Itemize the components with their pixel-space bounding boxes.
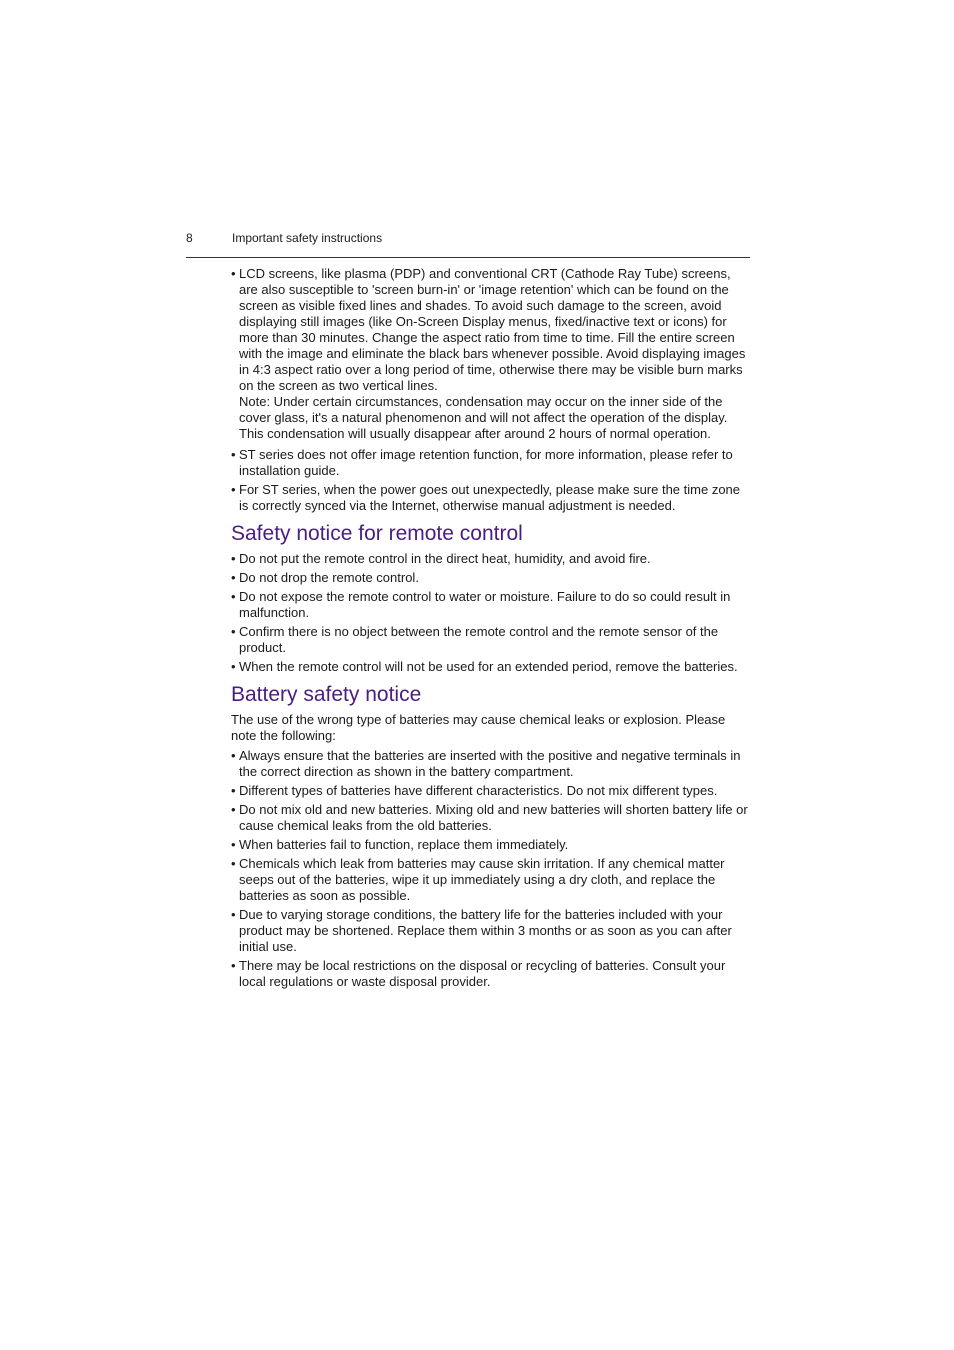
bullet-text: ST series does not offer image retention function, for more information, please refer to installation guide. (239, 447, 733, 478)
bullet-text: Do not put the remote control in the direct heat, humidity, and avoid fire. (239, 551, 651, 566)
list-item (231, 907, 748, 955)
list-item (231, 837, 748, 853)
bullet-text: Due to varying storage conditions, the battery life for the batteries included with your product may be shortened. Replace them within 3 months or as soon as you can after initial use. (239, 907, 732, 954)
list-item (231, 447, 748, 479)
condensation-note: Note: Under certain circumstances, condensation may occur on the inner side of the cover glass, it's a natural phenomenon and will not affect the operation of the display. This condensation will usually disappear after around 2 hours of normal operation. (239, 394, 728, 441)
header-divider (186, 257, 750, 258)
bullet-text: When the remote control will not be used for an extended period, remove the batteries. (239, 659, 738, 674)
bullet: • (231, 624, 236, 639)
list-item (231, 589, 748, 621)
bullet: • (231, 570, 236, 585)
bullet: • (231, 802, 236, 817)
remote-safety-list (231, 551, 748, 675)
bullet-text: Do not mix old and new batteries. Mixing old and new batteries will shorten battery life or cause chemical leaks from the old batteries. (239, 802, 748, 833)
battery-section-heading: Battery safety notice (231, 683, 422, 706)
bullet-text: Do not expose the remote control to water or moisture. Failure to do so could result in malfunction. (239, 589, 731, 620)
running-title: Important safety instructions (232, 231, 383, 245)
list-item (231, 551, 748, 567)
page-content (231, 266, 748, 993)
bullet-text: Confirm there is no object between the remote control and the remote sensor of the product. (239, 624, 719, 655)
bullet-text: LCD screens, like plasma (PDP) and conventional CRT (Cathode Ray Tube) screens, are also susceptible to 'screen burn-in' or 'image retention' which can be found on the screen as visible fixed lines and shades. To avoid such damage to the screen, avoid displaying still images (like On-Screen Display menus, fixed/inactive text or icons) for more than 30 minutes. Change the aspect ratio from time to time. Fill the entire screen with the image and eliminate the black bars whenever possible. Avoid displaying images in 4:3 aspect ratio over a long period of time, otherwise there may be visible burn marks on the screen as two vertical lines. (239, 266, 746, 393)
bullet-text: There may be local restrictions on the disposal or recycling of batteries. Consult your local regulations or waste disposal provider. (239, 958, 726, 989)
battery-intro: The use of the wrong type of batteries may cause chemical leaks or explosion. Please note the following: (231, 712, 726, 743)
list-item (231, 482, 748, 514)
bullet: • (231, 659, 236, 674)
list-item (231, 802, 748, 834)
bullet-text: Do not drop the remote control. (239, 570, 419, 585)
display-safety-list (231, 266, 748, 514)
bullet: • (231, 589, 236, 604)
list-item (231, 624, 748, 656)
bullet-text: For ST series, when the power goes out unexpectedly, please make sure the time zone is correctly synced via the Internet, otherwise manual adjustment is needed. (239, 482, 741, 513)
list-item (231, 570, 748, 586)
list-item (231, 266, 748, 442)
list-item (231, 783, 748, 799)
bullet: • (231, 837, 236, 852)
list-item (231, 856, 748, 904)
bullet: • (231, 551, 236, 566)
page-number: 8 (186, 231, 193, 245)
battery-safety-list (231, 748, 748, 990)
list-item (231, 748, 748, 780)
bullet: • (231, 907, 236, 922)
page-header (186, 231, 750, 257)
bullet-text: Always ensure that the batteries are inserted with the positive and negative terminals in the correct direction as shown in the battery compartment. (239, 748, 741, 779)
bullet-text: Different types of batteries have different characteristics. Do not mix different types. (239, 783, 718, 798)
bullet: • (231, 482, 236, 497)
bullet: • (231, 748, 236, 763)
remote-section-heading: Safety notice for remote control (231, 522, 523, 545)
bullet-text: When batteries fail to function, replace them immediately. (239, 837, 569, 852)
bullet: • (231, 266, 236, 281)
list-item (231, 958, 748, 990)
bullet-text: Chemicals which leak from batteries may cause skin irritation. If any chemical matter seeps out of the batteries, wipe it up immediately using a dry cloth, and replace the batteries as soon as possible. (239, 856, 725, 903)
bullet: • (231, 447, 236, 462)
bullet: • (231, 856, 236, 871)
bullet: • (231, 783, 236, 798)
bullet: • (231, 958, 236, 973)
list-item (231, 659, 748, 675)
